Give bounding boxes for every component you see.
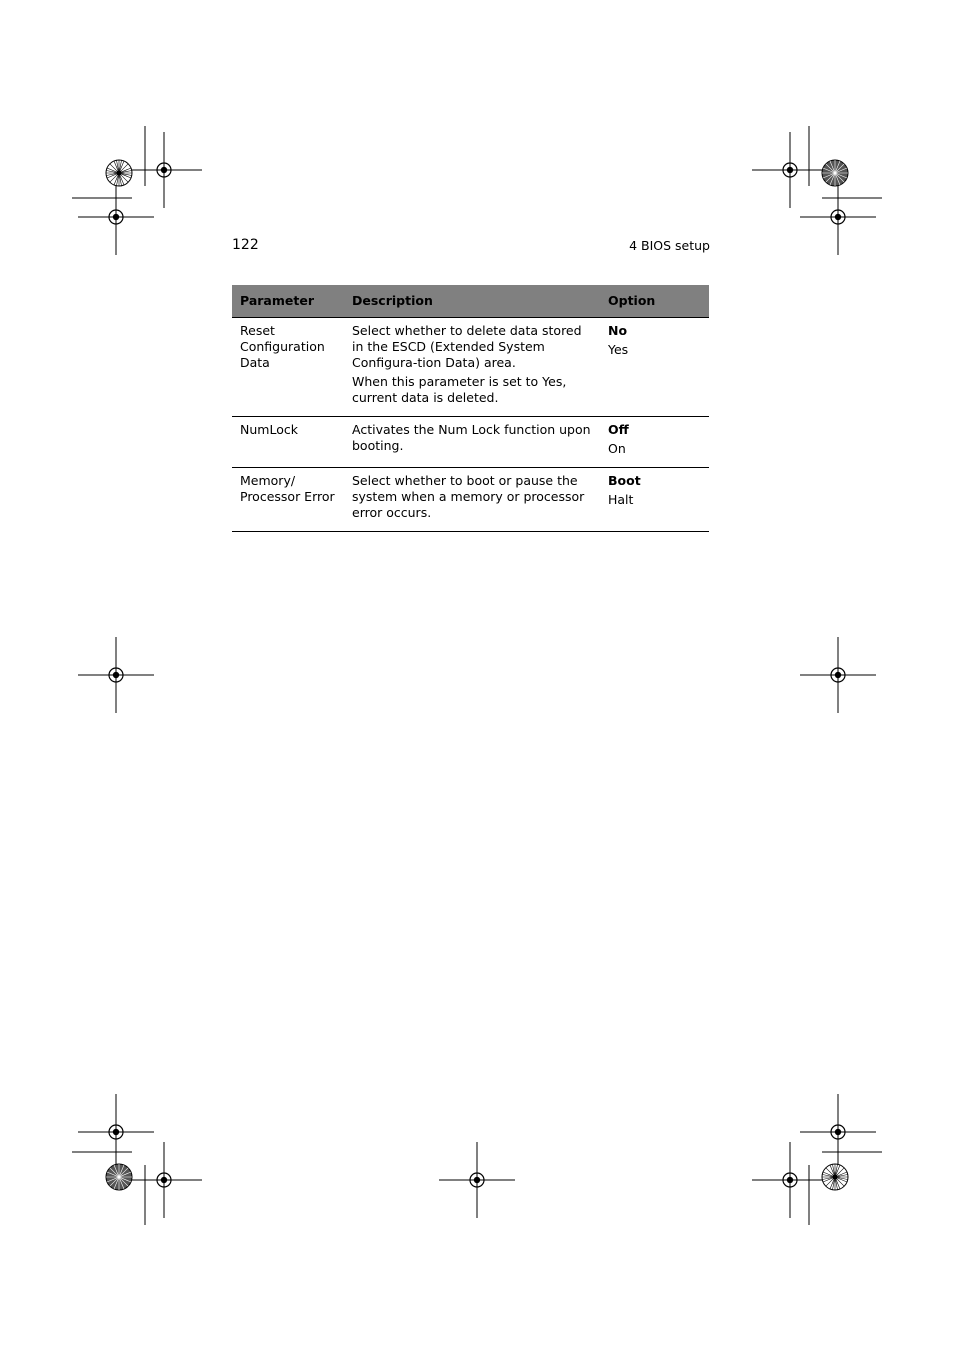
- description-text: Select whether to boot or pause the system when a memory or processor error occurs.: [352, 473, 585, 520]
- table-row: [232, 318, 709, 417]
- page-number: 122: [232, 237, 259, 253]
- column-header-description: Description: [344, 285, 600, 318]
- description-cell: [344, 468, 600, 532]
- description-text: When this parameter is set to Yes, current data is deleted.: [352, 374, 567, 405]
- parameter-cell: Reset Configuration Data: [232, 318, 344, 417]
- table-row: [232, 468, 709, 532]
- option-alternative: Yes: [608, 342, 629, 357]
- option-default: Boot: [608, 473, 641, 488]
- description-text: Select whether to delete data stored in the ESCD (Extended System Configura-tion Data) area.: [352, 323, 582, 370]
- parameter-cell: NumLock: [232, 417, 344, 468]
- option-cell: [600, 318, 709, 417]
- option-alternative: On: [608, 441, 626, 456]
- column-header-option: Option: [600, 285, 709, 318]
- parameter-cell: Memory/ Processor Error: [232, 468, 344, 532]
- column-header-parameter: Parameter: [232, 285, 344, 318]
- option-cell: [600, 468, 709, 532]
- table-row: [232, 417, 709, 468]
- option-default: Off: [608, 422, 629, 437]
- option-cell: [600, 417, 709, 468]
- running-head: 4 BIOS setup: [629, 238, 710, 253]
- description-cell: [344, 318, 600, 417]
- option-default: No: [608, 323, 628, 338]
- description-text: Activates the Num Lock function upon booting.: [352, 422, 591, 453]
- option-alternative: Halt: [608, 492, 634, 507]
- description-cell: [344, 417, 600, 468]
- bios-parameter-table: [232, 285, 709, 532]
- table-header-row: [232, 285, 709, 318]
